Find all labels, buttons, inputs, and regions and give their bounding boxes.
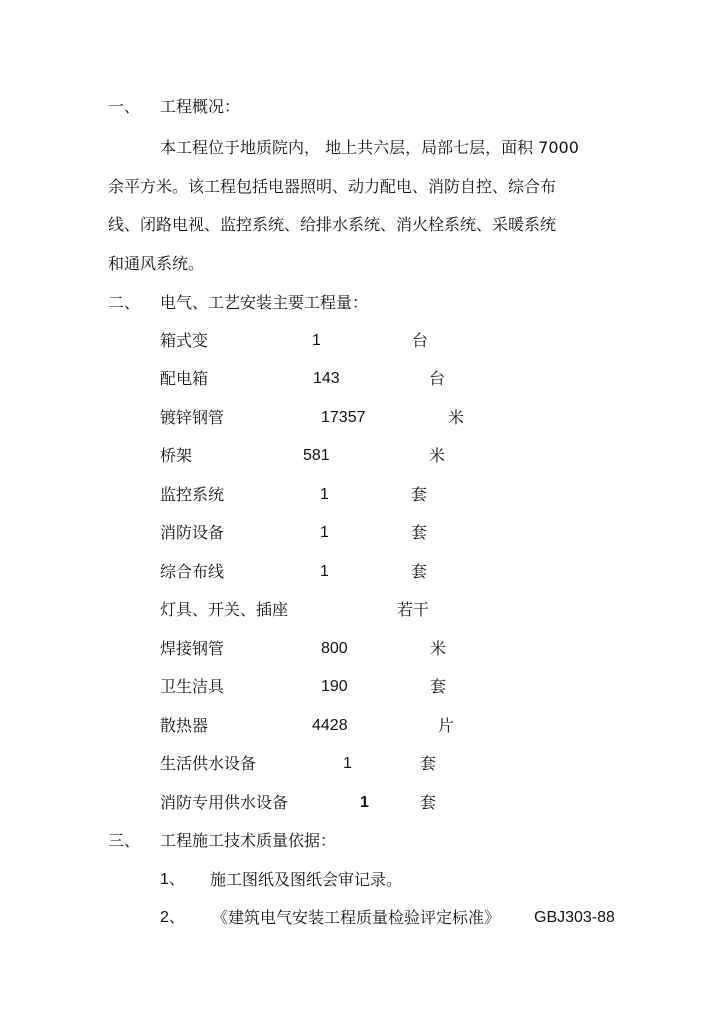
item-qty: 4428: [312, 717, 348, 734]
item-name: 配电箱: [160, 369, 209, 388]
item-qty: 190: [321, 678, 348, 695]
item-qty: 143: [313, 370, 340, 387]
basis-item-text: 《建筑电气安装工程质量检验评定标准》: [212, 908, 501, 927]
section3-heading: 工程施工技术质量依据：: [160, 831, 337, 850]
standard-code: GBJ303-88: [534, 909, 615, 926]
item-qty: 1: [320, 524, 329, 541]
item-unit: 套: [411, 562, 428, 581]
item-qty: 1: [320, 563, 329, 580]
item-qty: 1: [312, 332, 321, 349]
item-qty: 1: [343, 755, 352, 772]
paragraph-line-1: 本工程位于地质院内， 地上共六层，局部七层，面积 7000: [160, 138, 579, 157]
paragraph-line-2: 余平方米。该工程包括电器照明、动力配电、消防自控、综合布: [108, 177, 557, 196]
item-unit: 套: [420, 793, 437, 812]
item-unit: 片: [438, 716, 455, 735]
item-unit: 套: [411, 485, 428, 504]
item-name: 镀锌钢管: [160, 408, 225, 427]
item-name: 箱式变: [160, 331, 209, 350]
section2-heading: 电气、工艺安装主要工程量：: [160, 293, 369, 312]
item-name: 监控系统: [160, 485, 225, 504]
basis-item-number: 2、: [160, 909, 185, 926]
item-name: 卫生洁具: [160, 677, 225, 696]
basis-item-number: 1、: [160, 871, 185, 888]
paragraph-line-3: 线、闭路电视、监控系统、给排水系统、消火栓系统、采暖系统: [108, 215, 557, 234]
item-qty: 1: [320, 486, 329, 503]
section3-marker: 三、: [108, 831, 141, 850]
item-qty: 17357: [321, 409, 366, 426]
item-name: 生活供水设备: [160, 754, 257, 773]
item-qty: 1: [360, 794, 369, 811]
item-name: 桥架: [160, 446, 193, 465]
item-name: 综合布线: [160, 562, 225, 581]
item-name: 焊接钢管: [160, 639, 225, 658]
item-unit: 米: [429, 446, 446, 465]
item-name: 消防专用供水设备: [160, 793, 289, 812]
section1-heading: 工程概况：: [160, 97, 241, 116]
item-unit: 米: [430, 639, 447, 658]
item-unit: 台: [429, 369, 446, 388]
item-unit: 台: [412, 331, 429, 350]
item-name: 散热器: [160, 716, 209, 735]
item-unit: 若干: [397, 600, 430, 619]
item-name: 灯具、开关、插座: [160, 600, 289, 619]
paragraph-line-4: 和通风系统。: [108, 254, 205, 273]
section2-marker: 二、: [108, 293, 141, 312]
item-unit: 米: [448, 408, 465, 427]
section1-marker: 一、: [108, 97, 141, 116]
item-unit: 套: [411, 523, 428, 542]
item-unit: 套: [430, 677, 447, 696]
item-name: 消防设备: [160, 523, 225, 542]
basis-item-text: 施工图纸及图纸会审记录。: [210, 870, 403, 889]
item-qty: 581: [303, 447, 330, 464]
item-qty: 800: [321, 640, 348, 657]
item-unit: 套: [420, 754, 437, 773]
